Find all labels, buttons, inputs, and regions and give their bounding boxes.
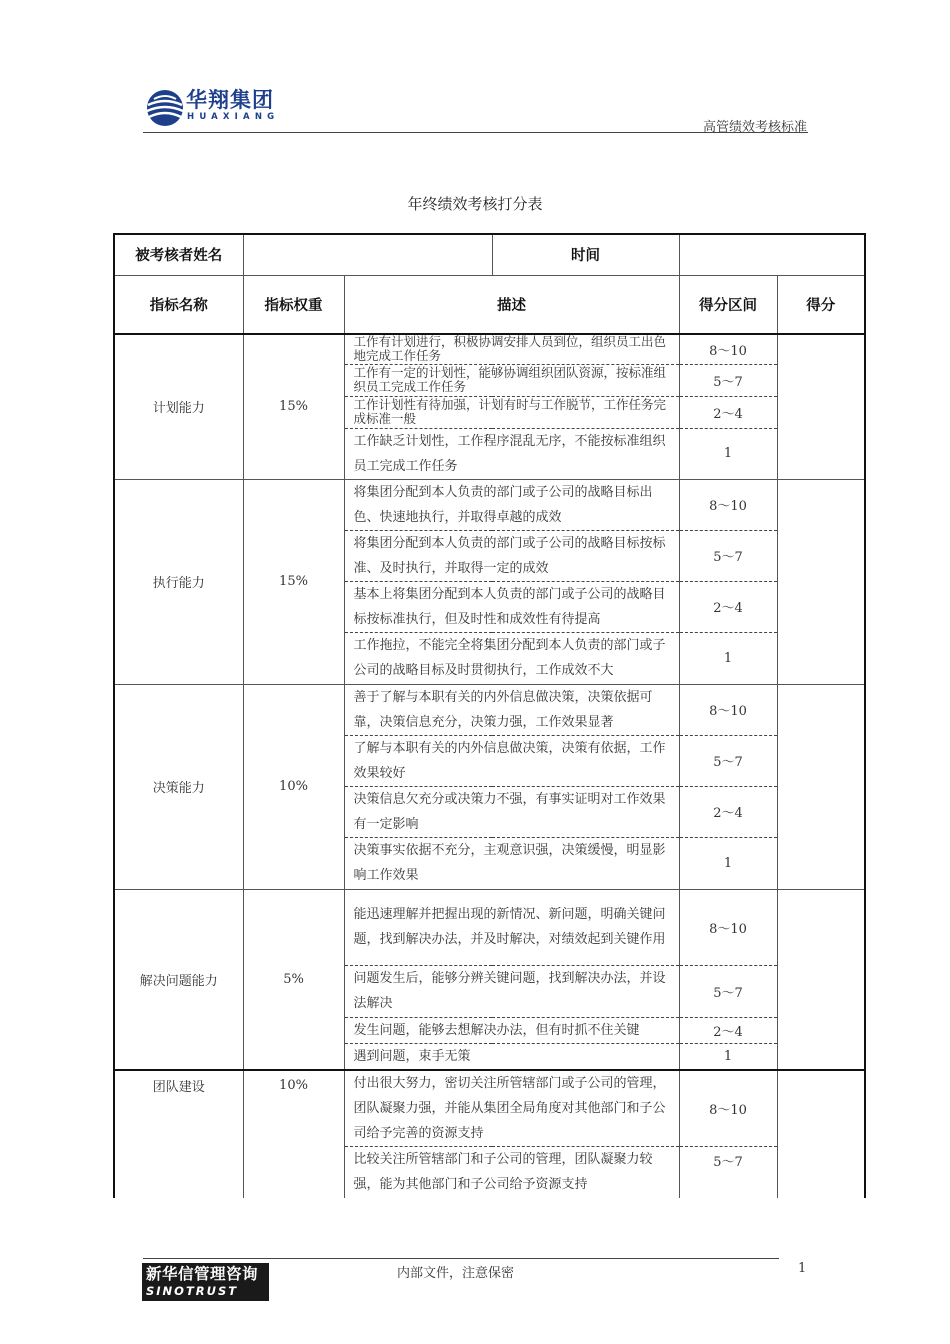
indicator-weight: 5%	[243, 889, 344, 1070]
score-input[interactable]	[777, 334, 865, 479]
score-range-cell: 5～7	[679, 735, 777, 786]
time-label: 时间	[492, 234, 679, 275]
indicator-weight: 15%	[243, 479, 344, 684]
document-header-title: 高管绩效考核标准	[702, 120, 807, 135]
footer-rule	[143, 1258, 779, 1259]
table-header-info-row	[114, 234, 865, 275]
table-row	[114, 334, 865, 364]
description-cell: 能迅速理解并把握出现的新情况、新问题，明确关键问题，找到解决办法，并及时解决，对绩效起到关键作用	[344, 889, 679, 965]
examinee-name-label: 被考核者姓名	[114, 234, 243, 275]
form-title: 年终绩效考核打分表	[407, 195, 543, 213]
description-cell: 将集团分配到本人负责的部门或子公司的战略目标出色、快速地执行，并取得卓越的成效	[344, 479, 679, 530]
scoring-table	[113, 233, 866, 1198]
indicator-name: 团队建设	[114, 1070, 243, 1199]
score-range-cell: 2～4	[679, 396, 777, 428]
score-range-cell: 8～10	[679, 889, 777, 965]
description-cell: 遇到问题，束手无策	[344, 1043, 679, 1070]
indicator-weight: 10%	[243, 684, 344, 889]
score-range-cell: 8～10	[679, 684, 777, 735]
company-logo-cn: 华翔集团	[186, 88, 274, 112]
page-number: 1	[798, 1261, 807, 1276]
huaxiang-globe-icon	[145, 88, 185, 128]
score-range-cell: 1	[679, 837, 777, 889]
time-input[interactable]	[679, 234, 865, 275]
score-range-cell: 2～4	[679, 786, 777, 837]
score-input[interactable]	[777, 1070, 865, 1199]
score-range-cell: 5～7	[679, 364, 777, 396]
description-cell: 工作计划性有待加强，计划有时与工作脱节，工作任务完成标准一般	[344, 396, 679, 428]
score-input[interactable]	[777, 479, 865, 684]
column-header-score-range: 得分区间	[679, 275, 777, 334]
column-header-indicator-name: 指标名称	[114, 275, 243, 334]
score-range-cell: 1	[679, 428, 777, 479]
table-column-header-row	[114, 275, 865, 334]
description-cell: 工作有计划进行，积极协调安排人员到位，组织员工出色地完成工作任务	[344, 334, 679, 364]
description-cell: 善于了解与本职有关的内外信息做决策，决策依据可靠，决策信息充分，决策力强，工作效果显著	[344, 684, 679, 735]
description-cell: 工作有一定的计划性，能够协调组织团队资源，按标准组织员工完成工作任务	[344, 364, 679, 396]
table-row	[114, 1070, 865, 1147]
description-cell: 比较关注所管辖部门和子公司的管理，团队凝聚力较强，能为其他部门和子公司给予资源支持	[344, 1146, 679, 1198]
description-cell: 决策事实依据不充分，主观意识强，决策缓慢，明显影响工作效果	[344, 837, 679, 889]
score-range-cell: 8～10	[679, 1070, 777, 1147]
score-range-cell: 1	[679, 1043, 777, 1070]
indicator-weight: 15%	[243, 334, 344, 479]
description-cell: 决策信息欠充分或决策力不强，有事实证明对工作效果有一定影响	[344, 786, 679, 837]
description-cell: 将集团分配到本人负责的部门或子公司的战略目标按标准、及时执行，并取得一定的成效	[344, 530, 679, 581]
description-cell: 了解与本职有关的内外信息做决策，决策有依据，工作效果较好	[344, 735, 679, 786]
description-cell: 工作拖拉，不能完全将集团分配到本人负责的部门或子公司的战略目标及时贯彻执行，工作成效不大	[344, 632, 679, 684]
indicator-weight: 10%	[243, 1070, 344, 1199]
sinotrust-logo-en: SINOTRUST	[146, 1284, 239, 1298]
description-cell: 工作缺乏计划性，工作程序混乱无序，不能按标准组织员工完成工作任务	[344, 428, 679, 479]
table-row	[114, 479, 865, 530]
description-cell: 付出很大努力，密切关注所管辖部门或子公司的管理，团队凝聚力强，并能从集团全局角度对其他部门和子公司给予完善的资源支持	[344, 1070, 679, 1147]
company-logo-en: HUAXIANG	[187, 112, 280, 122]
indicator-name: 执行能力	[114, 479, 243, 684]
table-row	[114, 684, 865, 735]
header-rule	[143, 132, 808, 133]
score-range-cell: 5～7	[679, 965, 777, 1017]
score-range-cell: 1	[679, 632, 777, 684]
score-input[interactable]	[777, 889, 865, 1070]
confidential-note: 内部文件，注意保密	[397, 1266, 515, 1281]
indicator-name: 决策能力	[114, 684, 243, 889]
description-cell: 基本上将集团分配到本人负责的部门或子公司的战略目标按标准执行，但及时性和成效性有待提高	[344, 581, 679, 632]
score-input[interactable]	[777, 684, 865, 889]
examinee-name-input[interactable]	[243, 234, 492, 275]
indicator-name: 解决问题能力	[114, 889, 243, 1070]
column-header-description: 描述	[344, 275, 679, 334]
description-cell: 问题发生后，能够分辨关键问题，找到解决办法，并设法解决	[344, 965, 679, 1017]
column-header-score: 得分	[777, 275, 865, 334]
sinotrust-logo-cn: 新华信管理咨询	[146, 1265, 259, 1283]
score-range-cell: 2～4	[679, 1017, 777, 1043]
table-row	[114, 889, 865, 965]
indicator-name: 计划能力	[114, 334, 243, 479]
score-range-cell: 8～10	[679, 479, 777, 530]
score-range-cell: 2～4	[679, 581, 777, 632]
score-range-cell: 5～7	[679, 530, 777, 581]
description-cell: 发生问题，能够去想解决办法，但有时抓不住关键	[344, 1017, 679, 1043]
score-range-cell: 8～10	[679, 334, 777, 364]
score-range-cell: 5～7	[679, 1146, 777, 1198]
column-header-weight: 指标权重	[243, 275, 344, 334]
